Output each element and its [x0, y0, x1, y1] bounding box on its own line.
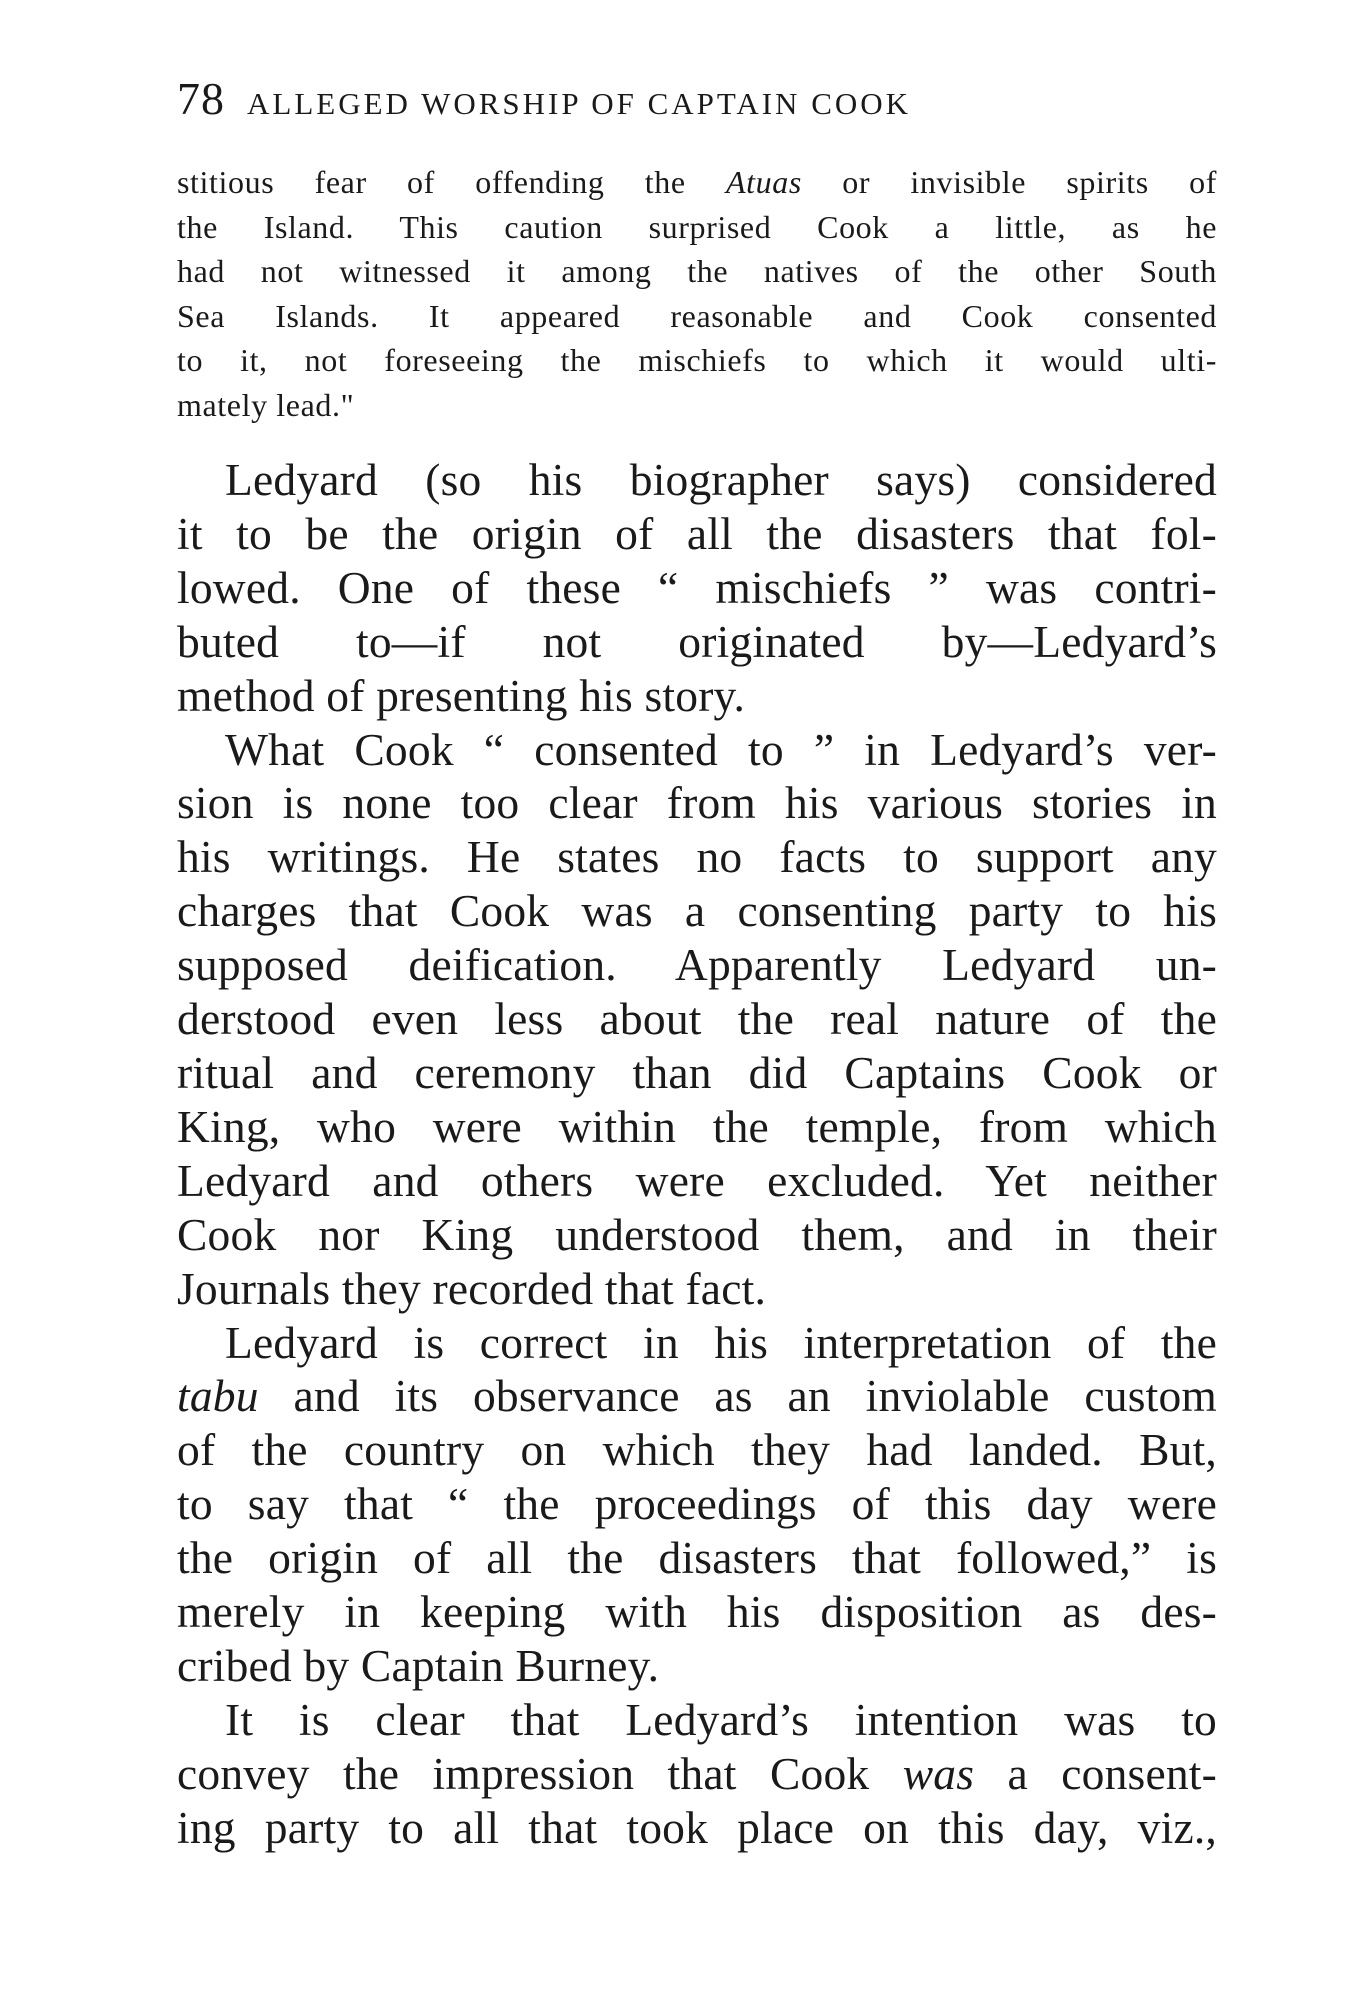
paragraph-line: the origin of all the disasters that followed,” is — [177, 1532, 1217, 1584]
paragraph-line: merely in keeping with his disposition as des- — [177, 1586, 1217, 1638]
paragraph-line: sion is none too clear from his various stories in — [177, 777, 1217, 829]
page-header — [177, 72, 1217, 132]
paragraph-line: buted to—if not originated by—Ledyard’s — [177, 615, 1217, 667]
paragraph-line: his writings. He states no facts to support any — [177, 831, 1217, 883]
paragraph-line: derstood even less about the real nature of the — [177, 993, 1217, 1045]
paragraph-line: Ledyard (so his biographer says) considered — [225, 454, 1217, 505]
page-number: 78 — [177, 73, 225, 124]
quote-line: Sea Islands. It appeared reasonable and Cook consented — [177, 297, 1217, 334]
paragraph-line: ritual and ceremony than did Captains Cook or — [177, 1046, 1217, 1098]
paragraph-line: method of presenting his story. — [177, 669, 746, 721]
running-title: ALLEGED WORSHIP OF CAPTAIN COOK — [247, 86, 912, 121]
body-text — [177, 453, 1217, 1855]
paragraph-line: to say that “ the proceedings of this day were — [177, 1478, 1217, 1530]
paragraph-line: Journals they recorded that fact. — [177, 1262, 767, 1314]
quoted-passage — [177, 160, 1217, 428]
paragraph-line: tabu and its observance as an inviolable custom — [177, 1370, 1217, 1422]
paragraph-line: cribed by Captain Burney. — [177, 1639, 660, 1691]
quote-line: had not witnessed it among the natives of the other South — [177, 253, 1217, 290]
paragraph-line: ing party to all that took place on this day, viz., — [177, 1801, 1217, 1853]
quote-line: stitious fear of offending the Atuas or invisible spirits of — [177, 164, 1217, 200]
quote-line: mately lead." — [177, 386, 355, 423]
quote-line: to it, not foreseeing the mischiefs to which it would ulti- — [177, 342, 1217, 379]
paragraph-line: It is clear that Ledyard’s intention was to — [225, 1693, 1217, 1745]
paragraph-line: King, who were within the temple, from which — [177, 1100, 1217, 1152]
paragraph-line: of the country on which they had landed. But, — [177, 1424, 1217, 1476]
paragraph-line: What Cook “ consented to ” in Ledyard’s ver- — [225, 723, 1217, 775]
paragraph-line: Cook nor King understood them, and in their — [177, 1208, 1217, 1260]
paragraph-line: convey the impression that Cook was a consent- — [177, 1747, 1217, 1799]
paragraph-line: lowed. One of these “ mischiefs ” was contri- — [177, 561, 1217, 613]
quote-line: the Island. This caution surprised Cook a little, as he — [177, 208, 1217, 245]
paragraph-line: Ledyard is correct in his interpretation of the — [225, 1316, 1217, 1368]
paragraph-line: Ledyard and others were excluded. Yet neither — [177, 1154, 1217, 1206]
paragraph-line: supposed deification. Apparently Ledyard un- — [177, 939, 1217, 991]
paragraph-line: charges that Cook was a consenting party to his — [177, 885, 1217, 937]
paragraph-line: it to be the origin of all the disasters that fol- — [177, 507, 1217, 559]
